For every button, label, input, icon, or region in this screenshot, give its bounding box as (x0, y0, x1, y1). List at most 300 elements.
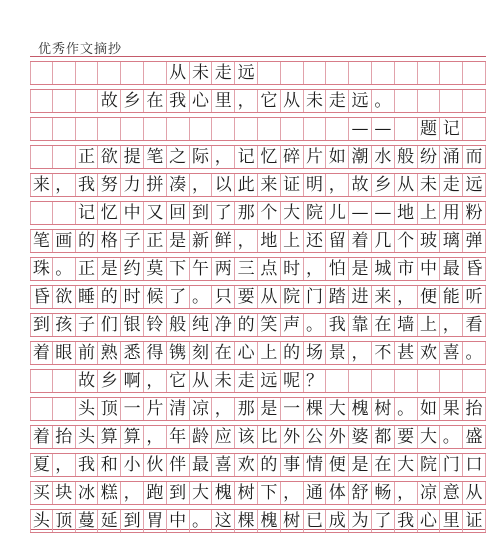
grid-cell: 跑 (144, 482, 167, 504)
grid-cell: 下 (258, 482, 281, 504)
grid-cell: 蔓 (76, 510, 99, 532)
grid-cell: 事 (281, 454, 304, 476)
grid-cell (167, 118, 190, 140)
grid-cell: 记 (76, 202, 99, 224)
grid-cell: ， (144, 426, 167, 448)
grid-cell: 算 (98, 426, 121, 448)
grid-cell: 铃 (144, 314, 167, 336)
grid-cell: — (372, 118, 395, 140)
grid-cell: 。 (190, 286, 213, 308)
grid-cell: 前 (76, 342, 99, 364)
grid-cell: 冰 (76, 482, 99, 504)
grid-cell: 几 (372, 230, 395, 252)
grid-cell: 格 (98, 230, 121, 252)
grid-cell: 了 (167, 286, 190, 308)
grid-cell: 玻 (418, 230, 441, 252)
grid-cell: 婆 (349, 426, 372, 448)
paper-row (30, 201, 486, 225)
grid-cell: 的 (258, 454, 281, 476)
paper-row (30, 509, 486, 533)
grid-cell: 地 (258, 230, 281, 252)
grid-cell (144, 118, 167, 140)
grid-cell: 里 (440, 510, 463, 532)
paper-row (30, 369, 486, 393)
grid-cell (30, 118, 53, 140)
grid-cell: 喜 (440, 342, 463, 364)
paper-row (30, 229, 486, 253)
grid-cell: 清 (167, 398, 190, 420)
grid-cell (463, 62, 486, 84)
grid-cell: 槐 (258, 510, 281, 532)
grid-cell: 上 (281, 230, 304, 252)
grid-cell: 成 (326, 510, 349, 532)
grid-cell (281, 118, 304, 140)
grid-cell (30, 62, 53, 84)
grid-cell: 昏 (30, 286, 53, 308)
grid-cell (30, 202, 53, 224)
grid-cell: 大 (326, 398, 349, 420)
grid-cell: 是 (167, 230, 190, 252)
grid-cell: 。 (53, 258, 76, 280)
grid-cell: 正 (76, 146, 99, 168)
grid-cell: 果 (440, 398, 463, 420)
grid-cell: 般 (395, 146, 418, 168)
grid-cell: 延 (98, 510, 121, 532)
grid-cell: 到 (121, 510, 144, 532)
grid-cell: 提 (121, 146, 144, 168)
paper-row (30, 145, 486, 169)
grid-cell: 力 (121, 174, 144, 196)
grid-cell: 龄 (190, 426, 213, 448)
grid-cell: ， (53, 174, 76, 196)
grid-cell: 候 (144, 286, 167, 308)
grid-cell: 。 (395, 398, 418, 420)
grid-cell (98, 118, 121, 140)
grid-cell: 树 (372, 398, 395, 420)
grid-cell: 欲 (98, 146, 121, 168)
grid-cell: 院 (418, 454, 441, 476)
grid-cell: 的 (281, 342, 304, 364)
grid-cell (463, 90, 486, 112)
grid-cell (53, 90, 76, 112)
grid-cell: 在 (144, 90, 167, 112)
grid-cell (190, 118, 213, 140)
grid-cell (76, 62, 99, 84)
grid-cell: 是 (98, 258, 121, 280)
grid-cell: 水 (372, 146, 395, 168)
paper-row (30, 173, 486, 197)
grid-cell: 门 (304, 286, 327, 308)
grid-cell: 时 (281, 258, 304, 280)
grid-cell: 块 (53, 482, 76, 504)
grid-cell (53, 118, 76, 140)
paper-row (30, 425, 486, 449)
grid-cell: ， (121, 482, 144, 504)
grid-cell: 从 (281, 90, 304, 112)
grid-cell (212, 118, 235, 140)
grid-cell: 伴 (167, 454, 190, 476)
grid-cell: 该 (235, 426, 258, 448)
grid-cell: 笑 (258, 314, 281, 336)
grid-cell: 走 (212, 62, 235, 84)
grid-cell: 远 (258, 370, 281, 392)
grid-cell: 正 (76, 258, 99, 280)
grid-cell (304, 62, 327, 84)
grid-cell: 未 (190, 62, 213, 84)
grid-cell: 凉 (418, 482, 441, 504)
grid-cell: 银 (121, 314, 144, 336)
grid-cell: 院 (281, 286, 304, 308)
grid-cell: 远 (235, 62, 258, 84)
grid-cell: 我 (76, 454, 99, 476)
grid-cell: 着 (30, 342, 53, 364)
grid-cell: 那 (235, 398, 258, 420)
grid-cell: 都 (372, 426, 395, 448)
grid-cell: 远 (463, 174, 486, 196)
grid-cell: ， (53, 454, 76, 476)
grid-cell (281, 62, 304, 84)
grid-cell: 它 (258, 90, 281, 112)
grid-cell: 一 (121, 398, 144, 420)
grid-cell (418, 90, 441, 112)
grid-cell: 纷 (418, 146, 441, 168)
grid-cell: 涌 (440, 146, 463, 168)
grid-cell: 走 (326, 90, 349, 112)
grid-cell: 它 (167, 370, 190, 392)
grid-cell: 景 (326, 342, 349, 364)
grid-cell: 在 (372, 314, 395, 336)
grid-cell: 以 (212, 174, 235, 196)
grid-cell: 忆 (98, 202, 121, 224)
grid-cell (76, 90, 99, 112)
grid-cell: ， (304, 258, 327, 280)
grid-cell: 时 (121, 286, 144, 308)
grid-cell: 中 (167, 510, 190, 532)
grid-cell: 甚 (395, 342, 418, 364)
grid-cell: 里 (212, 90, 235, 112)
grid-cell: 中 (418, 258, 441, 280)
grid-cell: 睡 (76, 286, 99, 308)
grid-cell (121, 62, 144, 84)
grid-cell (440, 370, 463, 392)
grid-cell: 体 (326, 482, 349, 504)
grid-cell: 着 (349, 230, 372, 252)
grid-cell (395, 118, 418, 140)
grid-cell: 三 (235, 258, 258, 280)
grid-cell: 个 (258, 202, 281, 224)
grid-cell: 大 (395, 454, 418, 476)
grid-cell: 还 (304, 230, 327, 252)
grid-cell (144, 62, 167, 84)
grid-cell: 回 (167, 202, 190, 224)
grid-cell (98, 62, 121, 84)
grid-cell (53, 146, 76, 168)
grid-cell: 外 (326, 426, 349, 448)
grid-cell: 上 (258, 342, 281, 364)
grid-cell: 新 (190, 230, 213, 252)
grid-cell: 。 (463, 342, 486, 364)
header-label: 优秀作文摘抄 (38, 42, 123, 57)
grid-cell: 外 (281, 426, 304, 448)
grid-cell: 伙 (144, 454, 167, 476)
grid-cell: — (349, 202, 372, 224)
grid-cell (326, 370, 349, 392)
grid-cell (440, 62, 463, 84)
grid-cell: 顶 (98, 398, 121, 420)
grid-cell (258, 118, 281, 140)
grid-cell (235, 118, 258, 140)
grid-cell (53, 202, 76, 224)
paper-row (30, 257, 486, 281)
grid-cell (395, 90, 418, 112)
grid-cell: 到 (167, 482, 190, 504)
grid-cell: 片 (144, 398, 167, 420)
grid-cell: 刻 (190, 342, 213, 364)
grid-cell: 那 (235, 202, 258, 224)
grid-cell: ， (326, 174, 349, 196)
grid-cell: 槐 (349, 398, 372, 420)
grid-cell: 场 (304, 342, 327, 364)
grid-cell (418, 370, 441, 392)
grid-cell: 的 (235, 314, 258, 336)
grid-cell: 小 (121, 454, 144, 476)
grid-cell: 。 (190, 510, 213, 532)
grid-cell: 际 (190, 146, 213, 168)
grid-cell: 应 (212, 426, 235, 448)
grid-cell: 到 (30, 314, 53, 336)
grid-cell: 昏 (463, 258, 486, 280)
grid-cell: 顶 (53, 510, 76, 532)
grid-cell: 心 (418, 510, 441, 532)
grid-cell: 中 (121, 202, 144, 224)
grid-cell: 盛 (463, 426, 486, 448)
grid-cell: 门 (440, 454, 463, 476)
grid-cell: 通 (304, 482, 327, 504)
grid-cell: 悉 (121, 342, 144, 364)
grid-cell: 子 (76, 314, 99, 336)
grid-cell: 我 (167, 90, 190, 112)
grid-cell: 净 (212, 314, 235, 336)
grid-cell: 怕 (326, 258, 349, 280)
grid-cell: 从 (190, 370, 213, 392)
grid-cell: 孩 (53, 314, 76, 336)
grid-cell: 镌 (167, 342, 190, 364)
grid-cell: 我 (326, 314, 349, 336)
paper-row (30, 117, 486, 141)
grid-cell: 又 (144, 202, 167, 224)
grid-cell: ， (281, 482, 304, 504)
grid-cell: 抬 (463, 398, 486, 420)
grid-cell: 是 (349, 258, 372, 280)
grid-cell: 了 (212, 202, 235, 224)
grid-cell: ， (395, 286, 418, 308)
grid-cell: 糕 (98, 482, 121, 504)
grid-cell: 上 (418, 202, 441, 224)
grid-cell: 走 (235, 370, 258, 392)
paper-row (30, 453, 486, 477)
grid-cell: 故 (349, 174, 372, 196)
grid-cell: 的 (98, 286, 121, 308)
grid-cell (463, 118, 486, 140)
paper-row (30, 313, 486, 337)
grid-cell: 头 (30, 510, 53, 532)
grid-cell: 欢 (418, 342, 441, 364)
grid-cell: 最 (190, 454, 213, 476)
grid-cell: 墙 (395, 314, 418, 336)
grid-cell: 这 (212, 510, 235, 532)
grid-cell (121, 118, 144, 140)
grid-cell (304, 118, 327, 140)
grid-cell: 不 (372, 342, 395, 364)
grid-cell: 槐 (212, 482, 235, 504)
grid-cell: 院 (304, 202, 327, 224)
grid-cell: 便 (326, 454, 349, 476)
grid-cell: 市 (395, 258, 418, 280)
grid-cell: 到 (190, 202, 213, 224)
grid-cell: ， (395, 482, 418, 504)
grid-cell: 乡 (121, 90, 144, 112)
grid-cell: 和 (98, 454, 121, 476)
grid-cell: — (349, 118, 372, 140)
grid-cell (372, 62, 395, 84)
manuscript-paper (30, 56, 486, 530)
grid-cell: 潮 (349, 146, 372, 168)
grid-cell: 已 (304, 510, 327, 532)
grid-cell (463, 370, 486, 392)
grid-cell: 头 (76, 398, 99, 420)
paper-row (30, 285, 486, 309)
grid-cell: 从 (167, 62, 190, 84)
grid-cell: 般 (167, 314, 190, 336)
grid-cell: 意 (440, 482, 463, 504)
grid-cell: 欢 (235, 454, 258, 476)
paper-row (30, 481, 486, 505)
grid-cell: — (372, 202, 395, 224)
grid-cell: 拼 (144, 174, 167, 196)
grid-cell: 在 (212, 342, 235, 364)
grid-cell: 儿 (326, 202, 349, 224)
grid-cell: 故 (98, 90, 121, 112)
grid-cell: 凑 (167, 174, 190, 196)
grid-cell: 笔 (144, 146, 167, 168)
grid-cell (30, 370, 53, 392)
grid-cell: 我 (395, 510, 418, 532)
grid-cell (349, 62, 372, 84)
grid-cell: 莫 (144, 258, 167, 280)
grid-cell: 上 (418, 314, 441, 336)
grid-cell: 记 (235, 146, 258, 168)
grid-cell: 地 (395, 202, 418, 224)
grid-cell: 正 (144, 230, 167, 252)
grid-cell: 们 (98, 314, 121, 336)
grid-cell: 留 (326, 230, 349, 252)
paper-row (30, 89, 486, 113)
grid-cell: 证 (281, 174, 304, 196)
grid-cell: 比 (258, 426, 281, 448)
grid-cell: 我 (76, 174, 99, 196)
grid-cell: 要 (235, 286, 258, 308)
grid-cell: 喜 (212, 454, 235, 476)
grid-cell: 树 (235, 482, 258, 504)
grid-cell (53, 62, 76, 84)
grid-cell: 头 (76, 426, 99, 448)
paper-row (30, 61, 486, 85)
grid-cell (418, 62, 441, 84)
grid-cell: 大 (190, 482, 213, 504)
grid-cell: 鲜 (212, 230, 235, 252)
grid-cell (349, 370, 372, 392)
grid-cell (30, 90, 53, 112)
grid-cell: 来 (30, 174, 53, 196)
grid-cell (53, 398, 76, 420)
grid-cell: 片 (304, 146, 327, 168)
grid-cell: 最 (440, 258, 463, 280)
grid-cell: 此 (235, 174, 258, 196)
grid-cell: 欲 (53, 286, 76, 308)
grid-cell: 夏 (30, 454, 53, 476)
grid-cell (440, 90, 463, 112)
grid-cell: 璃 (440, 230, 463, 252)
grid-cell: 大 (281, 202, 304, 224)
grid-cell: ， (235, 230, 258, 252)
grid-cell: 。 (440, 426, 463, 448)
grid-cell (76, 118, 99, 140)
grid-cell: 棵 (304, 398, 327, 420)
grid-cell: 记 (440, 118, 463, 140)
grid-cell: 凉 (190, 398, 213, 420)
grid-cell: 公 (304, 426, 327, 448)
grid-cell: ， (212, 398, 235, 420)
grid-cell: 要 (395, 426, 418, 448)
grid-cell: 是 (349, 454, 372, 476)
grid-cell: 买 (30, 482, 53, 504)
grid-cell: 从 (395, 174, 418, 196)
grid-cell: 明 (304, 174, 327, 196)
grid-cell (30, 146, 53, 168)
grid-cell: 从 (258, 286, 281, 308)
grid-cell: 。 (304, 314, 327, 336)
grid-cell: 下 (167, 258, 190, 280)
grid-cell: 如 (326, 146, 349, 168)
grid-cell: 靠 (349, 314, 372, 336)
grid-cell: 约 (121, 258, 144, 280)
grid-cell: 而 (463, 146, 486, 168)
grid-cell (258, 62, 281, 84)
grid-cell: 乡 (372, 174, 395, 196)
grid-cell: 大 (418, 426, 441, 448)
grid-cell: ， (440, 314, 463, 336)
grid-cell: 得 (144, 342, 167, 364)
grid-cell: 之 (167, 146, 190, 168)
grid-cell: 未 (212, 370, 235, 392)
grid-cell: 走 (440, 174, 463, 196)
grid-cell: 。 (372, 90, 395, 112)
grid-cell: 的 (76, 230, 99, 252)
grid-cell: 听 (463, 286, 486, 308)
grid-cell: 胃 (144, 510, 167, 532)
grid-cell: 抬 (53, 426, 76, 448)
grid-cell: 笔 (30, 230, 53, 252)
grid-cell: 声 (281, 314, 304, 336)
grid-cell (30, 398, 53, 420)
grid-cell: 着 (30, 426, 53, 448)
grid-cell: 个 (395, 230, 418, 252)
grid-cell: 子 (121, 230, 144, 252)
grid-cell (326, 62, 349, 84)
grid-cell: ？ (304, 370, 327, 392)
grid-cell: 碎 (281, 146, 304, 168)
grid-cell: 熟 (98, 342, 121, 364)
